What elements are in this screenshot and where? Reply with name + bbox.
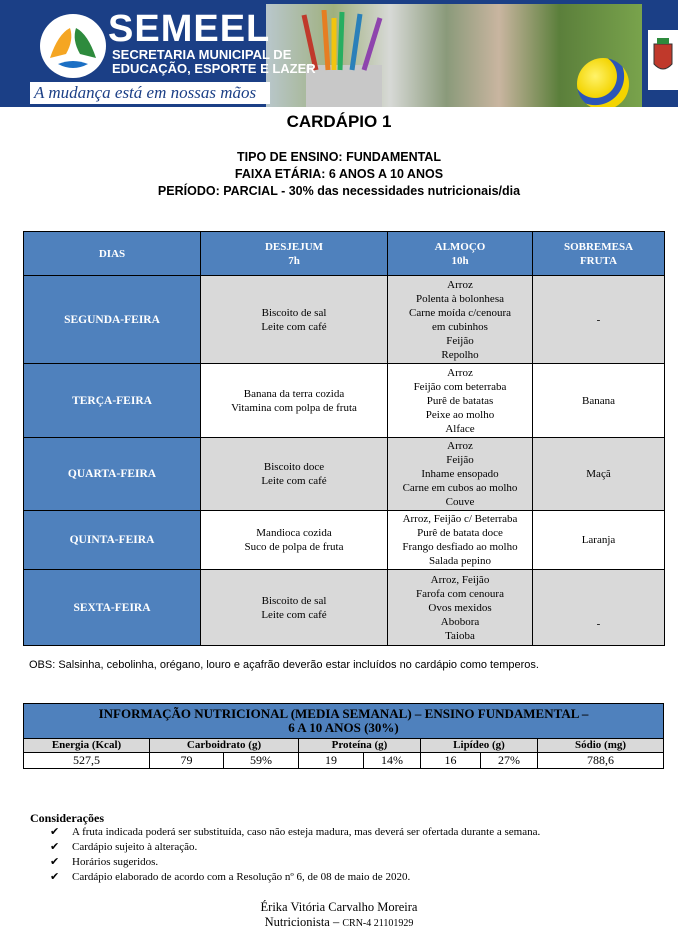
- table-row: [24, 364, 665, 438]
- table-row: [24, 276, 665, 364]
- fruta-cell: Laranja: [533, 511, 665, 570]
- day-cell: TERÇA-FEIRA: [24, 364, 201, 438]
- nutrition-values-row: [24, 753, 664, 769]
- label-sodio: Sódio (mg): [538, 739, 664, 753]
- menu-item: Leite com café: [261, 475, 327, 487]
- day-cell: QUARTA-FEIRA: [24, 438, 201, 511]
- list-item-text: Cardápio elaborado de acordo com a Resolução nº 6, de 08 de maio de 2020.: [72, 871, 411, 883]
- nutrition-table: [23, 703, 664, 769]
- day-cell: SEXTA-FEIRA: [24, 570, 201, 646]
- desjejum-cell: [201, 276, 388, 364]
- checkmark-icon: ✔: [50, 871, 60, 883]
- menu-header-row: [24, 232, 665, 276]
- list-item: [50, 825, 540, 840]
- logo-subtitle-line2: EDUCAÇÃO, ESPORTE E LAZER: [112, 61, 316, 76]
- label-lipideo: Lipídeo (g): [421, 739, 538, 753]
- logo-subtitle-line1: SECRETARIA MUNICIPAL DE: [112, 47, 292, 62]
- list-item-text: Horários sugeridos.: [72, 856, 159, 868]
- desjejum-cell: [201, 511, 388, 570]
- menu-item: Banana da terra cozida: [243, 387, 345, 400]
- ensino-line: TIPO DE ENSINO: FUNDAMENTAL: [237, 150, 441, 164]
- menu-item: Repolho: [441, 348, 479, 361]
- page-title: CARDÁPIO 1: [286, 112, 392, 131]
- list-item: [50, 870, 540, 885]
- menu-item: Frango desfiado ao molho: [402, 541, 518, 553]
- almoco-cell: [388, 438, 533, 511]
- menu-item: Feijão: [446, 334, 474, 347]
- value-energia: 527,5: [24, 753, 150, 769]
- list-item: [50, 840, 540, 855]
- menu-item: Salada pepino: [428, 555, 491, 567]
- menu-item: Arroz, Feijão: [430, 573, 490, 586]
- menu-table: [23, 231, 665, 646]
- fruta-cell: -: [533, 570, 665, 646]
- almoco-cell: [388, 276, 533, 364]
- header-fruta-label: FRUTA: [579, 254, 618, 267]
- menu-item: Biscoito doce: [263, 461, 325, 473]
- menu-item: Ovos mexidos: [428, 601, 492, 614]
- menu-item: Purê de batata doce: [417, 527, 503, 539]
- fruta-cell: Banana: [533, 364, 665, 438]
- menu-item: em cubinhos: [432, 320, 488, 333]
- menu-item: Carne moída c/cenoura: [408, 306, 511, 319]
- nutrition-title-line2: 6 A 10 ANOS (30%): [288, 720, 399, 735]
- menu-item: Arroz: [447, 278, 473, 291]
- menu-item: Feijão: [446, 454, 474, 466]
- value-carb-pct: 59%: [224, 753, 299, 769]
- header-almoco: [388, 232, 533, 276]
- day-cell: QUINTA-FEIRA: [24, 511, 201, 570]
- menu-item: Farofa com cenoura: [416, 587, 504, 600]
- menu-item: Peixe ao molho: [425, 408, 495, 421]
- menu-item: Arroz: [447, 366, 473, 379]
- table-row: [24, 438, 665, 511]
- value-carb-g: 79: [150, 753, 224, 769]
- value-lip-pct: 27%: [481, 753, 538, 769]
- menu-item: Biscoito de sal: [261, 594, 327, 607]
- menu-item: Taioba: [445, 629, 475, 642]
- header-dias: DIAS: [24, 232, 201, 276]
- menu-item: Leite com café: [261, 608, 327, 621]
- menu-item: Carne em cubos ao molho: [402, 482, 518, 494]
- list-item-text: A fruta indicada poderá ser substituída, caso não esteja madura, mas deverá ser ofertada durante a semana.: [72, 826, 541, 838]
- municipal-crest-icon: [648, 30, 678, 90]
- almoco-cell: [388, 364, 533, 438]
- table-row: [24, 511, 665, 570]
- slogan: A mudança está em nossas mãos: [34, 83, 257, 102]
- menu-item: Suco de polpa de fruta: [244, 541, 344, 553]
- menu-item: Leite com café: [261, 320, 327, 333]
- header-sobremesa: [533, 232, 665, 276]
- desjejum-cell: [201, 364, 388, 438]
- menu-item: Alface: [445, 422, 475, 435]
- menu-item: Arroz, Feijão c/ Beterraba: [402, 513, 518, 525]
- signature-role-label: Nutricionista –: [264, 915, 340, 929]
- faixa-line: FAIXA ETÁRIA: 6 ANOS A 10 ANOS: [234, 167, 444, 181]
- consideracoes-list: [50, 825, 540, 885]
- periodo-line: PERÍODO: PARCIAL - 30% das necessidades nutricionais/dia: [157, 184, 521, 198]
- signature-name: Érika Vitória Carvalho Moreira: [260, 900, 418, 914]
- menu-item: Biscoito de sal: [261, 306, 327, 319]
- header-almoco-time: 10h: [451, 254, 469, 267]
- checkmark-icon: ✔: [50, 856, 60, 868]
- consideracoes-title: Considerações: [30, 811, 104, 825]
- almoco-cell: [388, 570, 533, 646]
- day-cell: SEGUNDA-FEIRA: [24, 276, 201, 364]
- logo-subtitle: [112, 48, 316, 76]
- nutrition-header-row: [24, 704, 664, 739]
- label-proteina: Proteína (g): [299, 739, 421, 753]
- signature-crn: CRN-4 21101929: [342, 918, 414, 929]
- logo-title: SEMEEL: [108, 8, 271, 50]
- header-sobremesa-label: SOBREMESA: [563, 240, 634, 253]
- header-almoco-label: ALMOÇO: [434, 240, 486, 253]
- fruta-cell: -: [533, 276, 665, 364]
- checkmark-icon: ✔: [50, 826, 60, 838]
- nutrition-labels-row: [24, 739, 664, 753]
- desjejum-cell: [201, 438, 388, 511]
- fruta-cell: Maçã: [533, 438, 665, 511]
- menu-item: Arroz: [447, 440, 473, 452]
- almoco-cell: [388, 511, 533, 570]
- menu-item: Inhame ensopado: [421, 468, 499, 480]
- label-carboidrato: Carboidrato (g): [150, 739, 299, 753]
- menu-item: Feijão com beterraba: [413, 380, 507, 393]
- desjejum-cell: [201, 570, 388, 646]
- value-prot-g: 19: [299, 753, 364, 769]
- header-desjejum: [201, 232, 388, 276]
- checkmark-icon: ✔: [50, 841, 60, 853]
- soccer-ball-icon: [577, 58, 629, 107]
- label-energia: Energia (Kcal): [24, 739, 150, 753]
- value-prot-pct: 14%: [364, 753, 421, 769]
- value-lip-g: 16: [421, 753, 481, 769]
- list-item: [50, 855, 540, 870]
- header-desjejum-label: DESJEJUM: [264, 240, 324, 253]
- menu-item: Vitamina com polpa de fruta: [231, 401, 357, 414]
- header-desjejum-time: 7h: [288, 254, 300, 267]
- table-row: [24, 570, 665, 646]
- menu-item: Purê de batatas: [426, 394, 494, 407]
- value-sodio: 788,6: [538, 753, 664, 769]
- signature-role: [0, 915, 678, 931]
- menu-item: Abobora: [440, 615, 480, 628]
- menu-item: Mandioca cozida: [256, 527, 332, 539]
- header-banner: [0, 0, 678, 107]
- hands-logo-icon: [40, 14, 106, 78]
- nutrition-title: [24, 704, 664, 739]
- obs-note: OBS: Salsinha, cebolinha, orégano, louro e açafrão deverão estar incluídos no cardápio como temperos.: [29, 659, 539, 671]
- list-item-text: Cardápio sujeito à alteração.: [72, 841, 198, 853]
- menu-item: Couve: [445, 496, 475, 508]
- menu-item: Polenta à bolonhesa: [416, 292, 504, 305]
- nutrition-title-line1: INFORMAÇÃO NUTRICIONAL (MEDIA SEMANAL) – ENSINO FUNDAMENTAL –: [98, 706, 589, 721]
